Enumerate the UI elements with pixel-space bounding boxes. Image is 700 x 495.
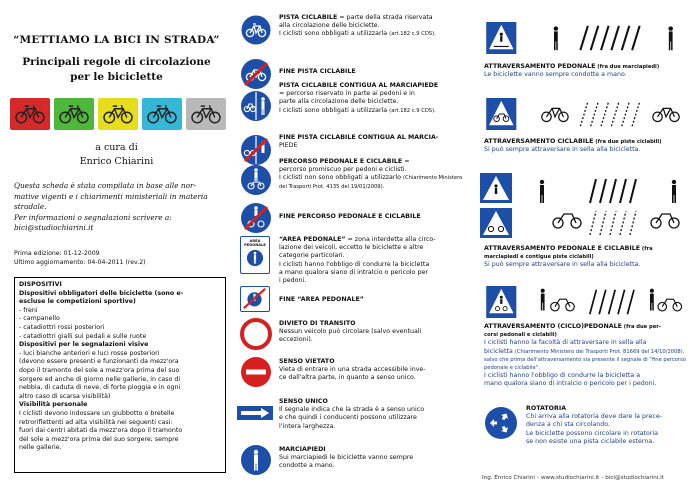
crossing-title: ATTRAVERSAMENTO CICLABILE xyxy=(484,138,594,145)
crossing-description: denza a chi sta circolando. xyxy=(526,421,611,429)
end-shared-bike-lane-sign-icon xyxy=(240,134,272,166)
crossing-title-line xyxy=(484,323,694,331)
cyclo-pedestrian-crossing-graphic xyxy=(480,286,692,318)
sign-first-line xyxy=(279,398,467,406)
crossing-title-note: (fra due piste ciclabili) xyxy=(593,139,662,145)
subtitle-line-1: Principali regole di circolazione xyxy=(22,56,211,68)
sign-first-line xyxy=(279,134,467,142)
sign-first-line xyxy=(279,320,467,328)
sign-title: PISTA CICLABILE CONTIGUA AL MARCIAPIEDE xyxy=(279,82,439,89)
sign-description: percorso promiscuo per pedoni e ciclisti. xyxy=(279,166,407,174)
crossing-description: I ciclisti hanno l'obbligo di condurre la bicicletta a xyxy=(484,372,641,380)
crossing-title: ROTATORIA xyxy=(526,405,567,412)
notes-line: sorgere ed anche di giorno nelle gallerie, in caso di xyxy=(19,375,181,383)
sign-first-line xyxy=(279,158,467,166)
bike-illustrations xyxy=(10,98,226,130)
notes-line: I ciclisti devono indossare un giubbotto o bretelle xyxy=(19,409,175,417)
sign-title: MARCIAPIEDI xyxy=(279,446,326,453)
sign-description: ce dall'altra parte, in quanto a senso unico. xyxy=(279,374,416,382)
roundabout xyxy=(480,405,692,460)
credit-label: a cura di xyxy=(95,142,138,153)
subtitle-line-2: per le biciclette xyxy=(70,71,163,83)
crossing-caption xyxy=(484,323,694,389)
sign-title-rest: = xyxy=(402,158,410,165)
bike-icon xyxy=(186,98,226,130)
sign-title: “AREA PEDONALE” xyxy=(279,236,346,243)
pedestrian-bike-crossing-graphic xyxy=(480,173,692,239)
sign-text xyxy=(279,158,467,191)
crossing-title-line xyxy=(484,138,694,146)
sign-first-line xyxy=(279,446,467,454)
notes-line: - catadiottri gialli sui pedali e sulle ruote xyxy=(19,332,147,340)
sign-description: condotte a mano. xyxy=(279,462,335,470)
no-entry-vehicles-sign-icon xyxy=(240,318,272,350)
sign-text xyxy=(279,296,467,304)
end-pedestrian-bike-path-sign-icon xyxy=(240,202,272,234)
sign-first-line xyxy=(279,82,467,90)
roundabout-caption xyxy=(526,405,694,446)
right-column xyxy=(470,0,700,495)
crossing-title: ATTRAVERSAMENTO PEDONALE xyxy=(484,63,596,70)
sign-first-line xyxy=(279,14,467,22)
sign-title: DIVIETO DI TRANSITO xyxy=(279,320,356,327)
pedestrian-crossing-graphic xyxy=(480,22,692,54)
sign-description: Sui marciapiedi le biciclette vanno sempre xyxy=(279,454,414,462)
crossing-cyclo-pedestrian xyxy=(480,286,692,406)
sign-description: eccezioni). xyxy=(279,336,313,344)
notes-line: - campanello xyxy=(19,315,60,323)
sign-title-rest: = zona interdetta alla circo- xyxy=(345,236,436,243)
notes-line: nelle gallerie. xyxy=(19,444,62,452)
sign-first-line xyxy=(279,236,467,244)
sign-first-line xyxy=(279,213,467,221)
crossing-bike xyxy=(480,98,692,160)
notes-line: fuori dai centri abitati da mezz'ora dopo il tramonto xyxy=(19,427,183,435)
sign-text xyxy=(279,68,467,76)
author-name: Enrico Chiarini xyxy=(79,156,154,167)
bike-icon xyxy=(142,98,182,130)
intro-text xyxy=(14,181,226,234)
crossing-title-line xyxy=(526,405,694,413)
crossing-title: ATTRAVERSAMENTO PEDONALE E CICLABILE xyxy=(484,245,641,252)
notes-line: del sole a mezz'ora prima del suo sorgere; sempre xyxy=(19,435,179,443)
sign-description-text: I ciclisti non sono obbligati a utilizzarlo xyxy=(279,174,403,182)
sidewalk-sign-icon xyxy=(240,444,272,476)
intro-line: Per informazioni o segnalazioni scrivere a: xyxy=(14,212,172,222)
sign-title: SENSO UNICO xyxy=(279,398,328,405)
footer-email[interactable]: bici@studiochiarini.it xyxy=(605,475,664,481)
notes-heading: Dispositivi per le segnalazioni visive xyxy=(19,341,149,349)
crossing-description: se non esiste una pista ciclabile esterna. xyxy=(526,437,655,445)
sign-description: a mano qualora siano di intralcio o pericolo per xyxy=(279,268,428,276)
end-bike-lane-sign-icon xyxy=(240,58,272,90)
shared-bike-lane-sign-icon xyxy=(240,90,272,122)
intro-line: stradale. xyxy=(14,202,47,211)
notes-heading: Dispositivi obbligatori delle biciclette (sono e- xyxy=(19,289,184,297)
intro-line: Questa scheda è stata compilata in base alle nor- xyxy=(14,181,196,190)
crossing-caption xyxy=(484,245,694,270)
sign-title: FINE PERCORSO PEDONALE E CICLABILE xyxy=(279,213,421,220)
footer-website[interactable]: www.studiochiarini.it xyxy=(540,475,600,481)
sign-text xyxy=(279,82,467,115)
sign-text xyxy=(279,320,467,345)
sign-title: PERCORSO PEDONALE E CICLABILE xyxy=(279,158,403,165)
end-pedestrian-area-sign-icon xyxy=(240,286,270,312)
sign-description: Nessun veicolo può circolare (salvo eventuali xyxy=(279,328,422,336)
edition-info xyxy=(14,249,226,267)
crossing-description-text: bicicletta xyxy=(484,347,515,355)
sign-first-line xyxy=(279,296,467,304)
notes-line: - luci bianche anteriori e luci rosse posteriori xyxy=(19,349,160,357)
notes-heading: Visibilità personale xyxy=(19,401,88,409)
sign-title-rest: = parte della strada riservata xyxy=(337,14,433,21)
notes-line: (devono essere presenti e funzionanti da mezz'ora xyxy=(19,358,179,366)
roundabout-sign-icon xyxy=(484,406,518,440)
crossing-title-note: (fra due per- xyxy=(621,324,661,330)
crossing-caption xyxy=(484,138,694,154)
sign-text xyxy=(279,446,467,471)
bike-crossing-graphic xyxy=(480,98,692,130)
sign-description xyxy=(279,107,467,115)
notes-line: nebbia, di caduta di neve, di forte pioggia e in ogni xyxy=(19,384,181,392)
sign-text xyxy=(279,236,467,285)
sign-text xyxy=(279,14,467,39)
sign-first-line xyxy=(279,68,467,76)
sign-title: PISTA CICLABILE xyxy=(279,14,338,21)
left-column xyxy=(0,0,233,495)
crossing-title-line xyxy=(484,245,694,253)
pedestrian-area-sign-icon xyxy=(240,236,270,274)
one-way-sign-icon xyxy=(237,406,273,420)
sign-description: Il segnale indica che la strada è a senso unico xyxy=(279,406,425,414)
crossing-title-note: marciapiedi e contigue piste ciclabili) xyxy=(484,254,594,261)
sign-text xyxy=(279,398,467,431)
sign-text xyxy=(279,134,467,150)
end-area-graphic xyxy=(241,287,268,310)
pedestrian-icon xyxy=(246,249,264,267)
bike-icon xyxy=(10,98,50,130)
sign-description: = percorso riservato in parte ai pedoni e in xyxy=(279,90,415,98)
legal-reference: (Chiarimento Ministero dei Trasporti Prot. 81669 del 14/10/2008), salvo che prima dell'attraversamento sia presente il segnale di “fine percorso pedonale e ciclabile”. xyxy=(484,348,686,372)
sign-text xyxy=(279,213,467,221)
sign-title: FINE “AREA PEDONALE” xyxy=(279,296,364,303)
sign-description: PIEDE xyxy=(279,142,298,150)
sign-description: alla circolazione delle biciclette. xyxy=(279,22,380,30)
crossing-title: ATTRAVERSAMENTO (CICLO)PEDONALE xyxy=(484,323,622,330)
notes-line: retroriflettenti ad alta visibilità nei seguenti casi: xyxy=(19,418,173,426)
crossing-caption xyxy=(484,63,694,79)
crossing-description: Le biciclette possono circolare in rotatoria xyxy=(526,429,659,437)
sign-description: lazione dei veicoli, eccetto le biciclette e altre xyxy=(279,244,424,252)
crossing-title-line xyxy=(484,63,694,71)
crossing-title-note: corsi pedonali e ciclabili) xyxy=(484,332,557,339)
notes-line: dopo il tramonto del sole a mezz'ora prima del suo xyxy=(19,366,180,374)
sign-text xyxy=(279,358,467,383)
sign-description xyxy=(279,30,467,38)
sign-title: FINE PISTA CICLABILE CONTIGUA AL MARCIA- xyxy=(279,134,439,141)
sign-description xyxy=(279,174,467,190)
no-entry-sign-icon xyxy=(240,356,272,388)
sign-title: SENSO VIETATO xyxy=(279,358,335,365)
crossing-description: Le biciclette vanno sempre condotte a mano. xyxy=(484,71,627,79)
sign-description: categorie particolari. xyxy=(279,252,345,260)
crossing-description xyxy=(484,348,694,373)
bike-lane-sign-icon xyxy=(240,14,272,46)
page-title: “METTIAMO LA BICI IN STRADA” xyxy=(13,34,220,46)
crossing-description: Si può sempre attraversare in sella alla bicicletta. xyxy=(484,261,641,269)
crossing-title-note: (fra due marciapiedi) xyxy=(595,64,660,70)
bike-icon xyxy=(98,98,138,130)
bike-icon xyxy=(54,98,94,130)
notes-line: - freni xyxy=(19,306,38,314)
middle-column xyxy=(233,0,470,495)
sign-description: e che quindi i conducenti possono utilizzare xyxy=(279,414,417,422)
crossing-description: I ciclisti hanno la facoltà di attraversare in sella alla xyxy=(484,339,647,347)
crossing-description: Si può sempre attraversare in sella alla bicicletta. xyxy=(484,146,641,154)
last-update-date: Ultimo aggiornamento: 04-04-2011 (rev.2) xyxy=(14,259,146,266)
notes-heading: DISPOSITIVI xyxy=(19,281,62,288)
notes-line: altro caso di scarsa visibilità) xyxy=(19,392,111,400)
area-sign-label: AREA xyxy=(249,239,261,243)
contact-email[interactable]: bici@studiochiarini.it xyxy=(14,223,94,232)
page-subtitle xyxy=(0,55,233,85)
pedestrian-bike-path-sign-icon xyxy=(240,164,272,196)
crossing-pedestrian xyxy=(480,22,692,82)
sign-description: i pedoni. xyxy=(279,277,307,285)
sign-description-text: I ciclisti sono obbligati a utilizzarla xyxy=(279,106,390,114)
sign-title: FINE PISTA CICLABILE xyxy=(279,68,356,75)
footer: Ing. Enrico Chiarini - www.studiochiarini.it - bici@studiochiarini.it xyxy=(482,475,664,481)
legal-reference: (art.182 c.9 CDS). xyxy=(389,107,436,114)
intro-line: mative vigenti e i chiarimenti ministeriali in materia xyxy=(14,191,208,201)
sign-description: parte alla circolazione delle biciclette. xyxy=(279,98,399,106)
footer-author: Ing. Enrico Chiarini xyxy=(482,475,535,481)
area-sign-label: PEDONALE xyxy=(244,243,266,247)
sign-description: l'intera larghezza. xyxy=(279,422,336,430)
crossing-title-note: (fra xyxy=(640,246,653,252)
legal-reference: (Chiarimento Ministero dei Trasporti Prot. 4135 del 19/01/2009). xyxy=(279,175,463,190)
notes-line: - catadiottri rossi posteriori xyxy=(19,323,105,331)
sign-description: Vieta di entrare in una strada accessibile inve- xyxy=(279,366,426,374)
devices-box xyxy=(14,277,226,473)
crossing-description: mano qualora siano di intralcio o pericolo per i pedoni. xyxy=(484,380,657,388)
sign-first-line xyxy=(279,358,467,366)
crossing-description: Chi arriva alla rotatoria deve dare la prece- xyxy=(526,413,662,421)
sign-description-text: I ciclisti sono obbligati a utilizzarla xyxy=(279,30,390,38)
notes-heading: escluse le competizioni sportive) xyxy=(19,298,136,306)
credit xyxy=(0,141,233,169)
legal-reference: (art.182 c.9 CDS). xyxy=(389,31,436,38)
crossing-pedestrian-bike xyxy=(480,173,692,277)
sign-description: I ciclisti hanno l'obbligo di condurre la bicicletta xyxy=(279,260,430,268)
first-edition-date: Prima edizione: 01-12-2009 xyxy=(14,250,100,257)
